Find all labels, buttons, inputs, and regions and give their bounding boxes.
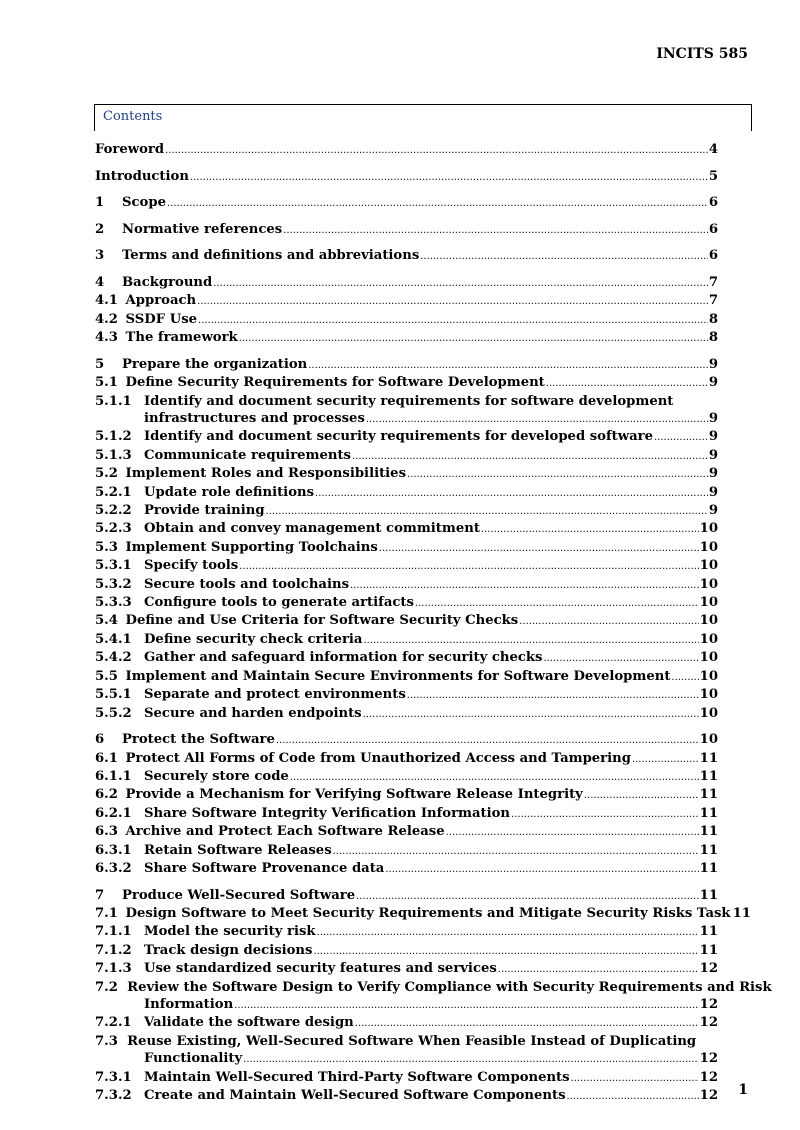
toc-entry[interactable]: [95, 168, 718, 186]
toc-leader-dots: [239, 557, 698, 575]
toc-leader-dots: [543, 649, 698, 667]
toc-entry-title: Securely store code: [144, 768, 289, 784]
toc-entry-number: 7.1: [95, 905, 123, 921]
toc-entry-number: 6.1.1: [95, 768, 132, 784]
toc-entry[interactable]: [95, 905, 751, 923]
toc-page-number: 12: [699, 961, 718, 977]
toc-entry-number: 6.1: [95, 750, 123, 766]
toc-page-number: 11: [699, 860, 718, 876]
toc-leader-dots: [308, 356, 708, 374]
toc-entry-number: 5.5.2: [95, 705, 132, 721]
toc-entry[interactable]: [95, 1087, 718, 1105]
toc-entry-title: Separate and protect environments: [144, 687, 406, 703]
toc-entry[interactable]: [95, 393, 718, 410]
toc-entry-title: Create and Maintain Well-Secured Software Components: [144, 1088, 566, 1103]
toc-entry-number: 7.2: [95, 979, 128, 995]
toc-entry-number: 6.3.2: [95, 860, 132, 876]
toc-leader-dots: [190, 168, 708, 186]
toc-leader-dots: [198, 311, 708, 329]
toc-entry[interactable]: [95, 1014, 718, 1032]
toc-page-number: 11: [699, 787, 718, 803]
toc-entry-title: Design Software to Meet Security Requirements and Mitigate Security Risks Task: [125, 905, 731, 921]
toc-entry[interactable]: [95, 887, 718, 905]
toc-leader-dots: [481, 520, 699, 538]
toc-entry-number: 5.2.3: [95, 521, 132, 537]
toc-entry[interactable]: [95, 750, 718, 768]
toc-entry-title: Share Software Integrity Verification Information: [144, 805, 511, 821]
toc-entry[interactable]: [95, 502, 718, 520]
toc-leader-dots: [276, 731, 699, 749]
toc-entry-title: Retain Software Releases: [144, 842, 332, 858]
toc-entry[interactable]: [95, 1033, 718, 1050]
toc-entry-number: 6.2: [95, 787, 123, 803]
toc-entry-number: 7.1.3: [95, 961, 132, 977]
toc-entry-number: 5.3.1: [95, 558, 132, 574]
toc-page-number: 10: [699, 650, 718, 666]
toc-leader-dots: [546, 374, 708, 392]
toc-entry-title: Secure and harden endpoints: [144, 705, 362, 721]
toc-page-number: 10: [699, 687, 718, 703]
toc-entry[interactable]: [95, 594, 718, 612]
toc-entry-title: Reuse Existing, Well-Secured Software When Feasible Instead of Duplicating: [127, 1033, 697, 1049]
toc-entry[interactable]: [95, 247, 718, 265]
toc-entry-number: 1: [95, 195, 105, 211]
toc-page-number: 7: [708, 293, 718, 309]
toc-entry-title: Implement Supporting Toolchains: [125, 539, 378, 555]
toc-page-number: 9: [708, 411, 718, 426]
toc-page-number: 10: [699, 595, 718, 611]
toc-leader-dots: [266, 502, 708, 520]
toc-page-number: 9: [708, 447, 718, 463]
toc-entry[interactable]: [95, 731, 718, 749]
toc-entry-title: SSDF Use: [125, 311, 198, 327]
toc-entry[interactable]: [95, 860, 718, 878]
toc-page-number: 12: [699, 1015, 718, 1031]
toc-page-number: 11: [699, 768, 718, 784]
toc-leader-dots: [567, 1087, 699, 1105]
toc-page-number: 10: [699, 668, 718, 684]
toc-entry-number: 5.1.3: [95, 447, 132, 463]
toc-entry[interactable]: [95, 428, 718, 446]
toc-entry-title: Track design decisions: [144, 942, 313, 958]
toc-leader-dots: [167, 194, 708, 212]
toc-entry[interactable]: [95, 329, 718, 347]
toc-page-number: 9: [708, 466, 718, 482]
toc-entry-number: 7.3.2: [95, 1088, 132, 1103]
toc-entry-title: Prepare the organization: [122, 356, 308, 372]
toc-entry-title: Background: [122, 274, 213, 290]
toc-page-number: 9: [708, 503, 718, 519]
toc-leader-dots: [234, 996, 698, 1014]
toc-leader-dots: [243, 1050, 699, 1068]
toc-entry-number: 6.3.1: [95, 842, 132, 858]
toc-entry[interactable]: [95, 942, 718, 960]
toc-entry-title: Implement Roles and Responsibilities: [125, 466, 407, 482]
toc-page-number: 11: [732, 905, 751, 921]
toc-page-number: 11: [699, 805, 718, 821]
toc-page-number: 9: [708, 429, 718, 445]
toc-entry-number: 3: [95, 248, 105, 264]
toc-leader-dots: [213, 274, 708, 292]
toc-leader-dots: [355, 1014, 699, 1032]
toc-page-number: 9: [708, 375, 718, 391]
toc-entry-title: Gather and safeguard information for security checks: [144, 650, 543, 666]
toc-entry-title: Model the security risk: [144, 924, 316, 940]
toc-entry[interactable]: [95, 631, 718, 649]
toc-entry-number: 5.2: [95, 466, 123, 482]
toc-page-number: 11: [699, 887, 718, 903]
toc-entry[interactable]: [95, 292, 718, 310]
toc-page-number: 10: [699, 539, 718, 555]
toc-entry-number: 5.1.1: [95, 393, 132, 409]
toc-entry[interactable]: [95, 768, 718, 786]
toc-entry[interactable]: [95, 649, 718, 667]
toc-entry[interactable]: [95, 923, 718, 941]
toc-entry-number: 5: [95, 356, 105, 372]
toc-entry-number: 7.1.1: [95, 924, 132, 940]
toc-leader-dots: [379, 539, 699, 557]
toc-entry-number: 7.1.2: [95, 942, 132, 958]
toc-entry[interactable]: [95, 705, 718, 723]
toc-entry-number: 4: [95, 274, 105, 290]
toc-page-number: 8: [708, 311, 718, 327]
toc-page-number: 5: [708, 168, 718, 184]
toc-entry-number: 7: [95, 887, 105, 903]
toc-entry[interactable]: [95, 465, 718, 483]
document-id-header: INCITS 585: [656, 46, 748, 62]
toc-entry-number: 6.3: [95, 824, 123, 840]
toc-page-number: 11: [699, 750, 718, 766]
toc-entry-number: 7.2.1: [95, 1015, 132, 1031]
toc-entry[interactable]: [95, 484, 718, 502]
toc-entry-title: The framework: [125, 330, 238, 346]
toc-entry-title: Produce Well-Secured Software: [122, 887, 356, 903]
toc-leader-dots: [356, 887, 699, 905]
contents-heading-box: [94, 104, 752, 131]
toc-leader-dots: [283, 221, 708, 239]
toc-page-number: 6: [708, 248, 718, 264]
toc-entry-title: Provide a Mechanism for Verifying Software Release Integrity: [125, 787, 583, 803]
toc-entry-number: 5.3.3: [95, 595, 132, 611]
toc-entry-number: 5.3.2: [95, 576, 132, 592]
toc-entry[interactable]: [95, 221, 718, 239]
toc-page-number: 4: [708, 142, 718, 157]
toc-entry[interactable]: [95, 805, 718, 823]
toc-leader-dots: [313, 942, 698, 960]
toc-entry[interactable]: [95, 356, 718, 374]
toc-entry-title: Communicate requirements: [144, 447, 351, 463]
toc-entry-number: 7.3.1: [95, 1069, 132, 1085]
toc-entry-title: Implement and Maintain Secure Environments for Software Development: [125, 668, 671, 684]
toc-page-number: 7: [708, 274, 718, 290]
toc-entry-title: Identify and document security requirements for software development: [144, 393, 674, 409]
toc-leader-dots: [350, 576, 699, 594]
toc-entry-number: 5.4.2: [95, 650, 132, 666]
toc-leader-dots: [671, 668, 698, 686]
toc-entry[interactable]: [95, 194, 718, 212]
toc-entry-continuation: [95, 1050, 718, 1068]
toc-page-number: 8: [708, 330, 718, 346]
toc-entry-number: 5.1.2: [95, 429, 132, 445]
toc-entry-number: 4.2: [95, 311, 123, 327]
toc-page-number: 10: [699, 521, 718, 537]
toc-entry-title: Define and Use Criteria for Software Security Checks: [125, 613, 519, 629]
toc-entry-title: Review the Software Design to Verify Compliance with Security Requirements and Risk: [127, 979, 772, 995]
toc-page-number: 10: [699, 631, 718, 647]
toc-entry[interactable]: [95, 612, 718, 630]
toc-entry-title: Protect the Software: [122, 732, 275, 748]
toc-entry-title: Define security check criteria: [144, 631, 363, 647]
toc-leader-dots: [519, 612, 698, 630]
toc-page-number: 10: [699, 705, 718, 721]
toc-entry-number: 5.2.1: [95, 484, 132, 500]
toc-entry-title: Provide training: [144, 503, 265, 519]
toc-entry-title: Secure tools and toolchains: [144, 576, 349, 592]
contents-title: Contents: [103, 109, 163, 124]
toc-leader-dots: [290, 768, 699, 786]
toc-entry[interactable]: [95, 686, 718, 704]
toc-page-number: 9: [708, 484, 718, 500]
toc-entry[interactable]: [95, 557, 718, 575]
toc-leader-dots: [584, 786, 699, 804]
page-number: 1: [738, 1082, 748, 1098]
toc-entry-title-continued: Functionality: [144, 1051, 243, 1067]
toc-entry-number: 4.3: [95, 330, 123, 346]
toc-entry-number: 6: [95, 732, 105, 748]
toc-entry-number: 4.1: [95, 293, 123, 309]
toc-leader-dots: [446, 823, 699, 841]
toc-entry[interactable]: [95, 447, 718, 465]
toc-leader-dots: [315, 484, 708, 502]
toc-entry[interactable]: [95, 823, 718, 841]
toc-page-number: 10: [699, 576, 718, 592]
toc-page-number: 6: [708, 195, 718, 211]
toc-leader-dots: [420, 247, 708, 265]
toc-entry-title-continued: infrastructures and processes: [144, 411, 365, 426]
toc-leader-dots: [197, 292, 708, 310]
toc-leader-dots: [632, 750, 699, 768]
toc-entry-number: 5.3: [95, 539, 123, 555]
toc-entry[interactable]: [95, 979, 772, 996]
toc-page-number: 12: [699, 1069, 718, 1085]
toc-entry-number: 6.2.1: [95, 805, 132, 821]
toc-leader-dots: [511, 805, 699, 823]
toc-entry-title: Identify and document security requirements for developed software: [144, 429, 653, 445]
toc-entry-title: Share Software Provenance data: [144, 860, 385, 876]
toc-entry-title: Obtain and convey management commitment: [144, 521, 480, 537]
toc-page-number: 11: [699, 842, 718, 858]
toc-entry-title: Maintain Well-Secured Third-Party Software Components: [144, 1069, 570, 1085]
table-of-contents: [95, 141, 772, 1105]
toc-leader-dots: [239, 329, 708, 347]
toc-entry-title: Approach: [125, 293, 197, 309]
toc-entry-title: Terms and definitions and abbreviations: [122, 248, 420, 264]
toc-entry-number: 7.3: [95, 1033, 128, 1049]
toc-entry-title: Normative references: [122, 221, 283, 237]
toc-entry[interactable]: [95, 842, 718, 860]
toc-entry-title: Foreword: [95, 142, 165, 157]
toc-leader-dots: [498, 960, 699, 978]
toc-entry-number: 5.5.1: [95, 687, 132, 703]
toc-leader-dots: [352, 447, 708, 465]
toc-entry[interactable]: [95, 311, 718, 329]
toc-leader-dots: [317, 923, 699, 941]
toc-page-number: 11: [699, 824, 718, 840]
toc-entry-number: 5.5: [95, 668, 123, 684]
toc-page-number: 12: [699, 1088, 718, 1103]
toc-entry[interactable]: [95, 539, 718, 557]
toc-entry-title: Archive and Protect Each Software Release: [125, 824, 445, 840]
toc-page-number: 9: [708, 356, 718, 372]
toc-leader-dots: [333, 842, 699, 860]
toc-page-number: 12: [699, 1051, 718, 1067]
toc-page-number: 10: [699, 732, 718, 748]
toc-entry-title: Introduction: [95, 168, 189, 184]
toc-entry-title: Configure tools to generate artifacts: [144, 595, 414, 611]
toc-entry-number: 5.1: [95, 375, 123, 391]
toc-entry-title: Define Security Requirements for Software Development: [125, 375, 545, 391]
toc-entry-title: Scope: [122, 195, 166, 211]
toc-leader-dots: [654, 428, 708, 446]
toc-entry[interactable]: [95, 960, 718, 978]
toc-page-number: 10: [699, 558, 718, 574]
toc-leader-dots: [407, 686, 699, 704]
toc-entry-number: 5.2.2: [95, 503, 132, 519]
toc-leader-dots: [366, 410, 708, 428]
toc-entry[interactable]: [95, 668, 718, 686]
toc-entry-continuation: [95, 410, 718, 428]
toc-entry[interactable]: [95, 786, 718, 804]
toc-page-number: 11: [699, 942, 718, 958]
toc-entry[interactable]: [95, 141, 718, 159]
toc-leader-dots: [165, 141, 708, 159]
toc-entry-title: Validate the software design: [144, 1015, 354, 1031]
toc-leader-dots: [571, 1069, 699, 1087]
toc-entry[interactable]: [95, 274, 718, 292]
toc-entry-title-continued: Information: [144, 996, 234, 1012]
toc-entry-continuation: [95, 996, 718, 1014]
toc-entry-number: 5.4: [95, 613, 123, 629]
toc-leader-dots: [407, 465, 708, 483]
toc-entry-title: Protect All Forms of Code from Unauthorized Access and Tampering: [125, 750, 631, 766]
toc-page-number: 10: [699, 613, 718, 629]
toc-page-number: 6: [708, 221, 718, 237]
toc-page-number: 11: [699, 924, 718, 940]
toc-entry-number: 2: [95, 221, 105, 237]
toc-leader-dots: [415, 594, 699, 612]
toc-leader-dots: [363, 705, 699, 723]
toc-entry-title: Update role definitions: [144, 484, 315, 500]
toc-page-number: 12: [699, 996, 718, 1012]
toc-entry[interactable]: [95, 374, 718, 392]
toc-entry[interactable]: [95, 520, 718, 538]
toc-leader-dots: [385, 860, 698, 878]
toc-entry[interactable]: [95, 1069, 718, 1087]
toc-entry-title: Specify tools: [144, 558, 239, 574]
toc-entry[interactable]: [95, 576, 718, 594]
toc-entry-title: Use standardized security features and services: [144, 961, 497, 977]
toc-leader-dots: [363, 631, 698, 649]
toc-entry-number: 5.4.1: [95, 631, 132, 647]
